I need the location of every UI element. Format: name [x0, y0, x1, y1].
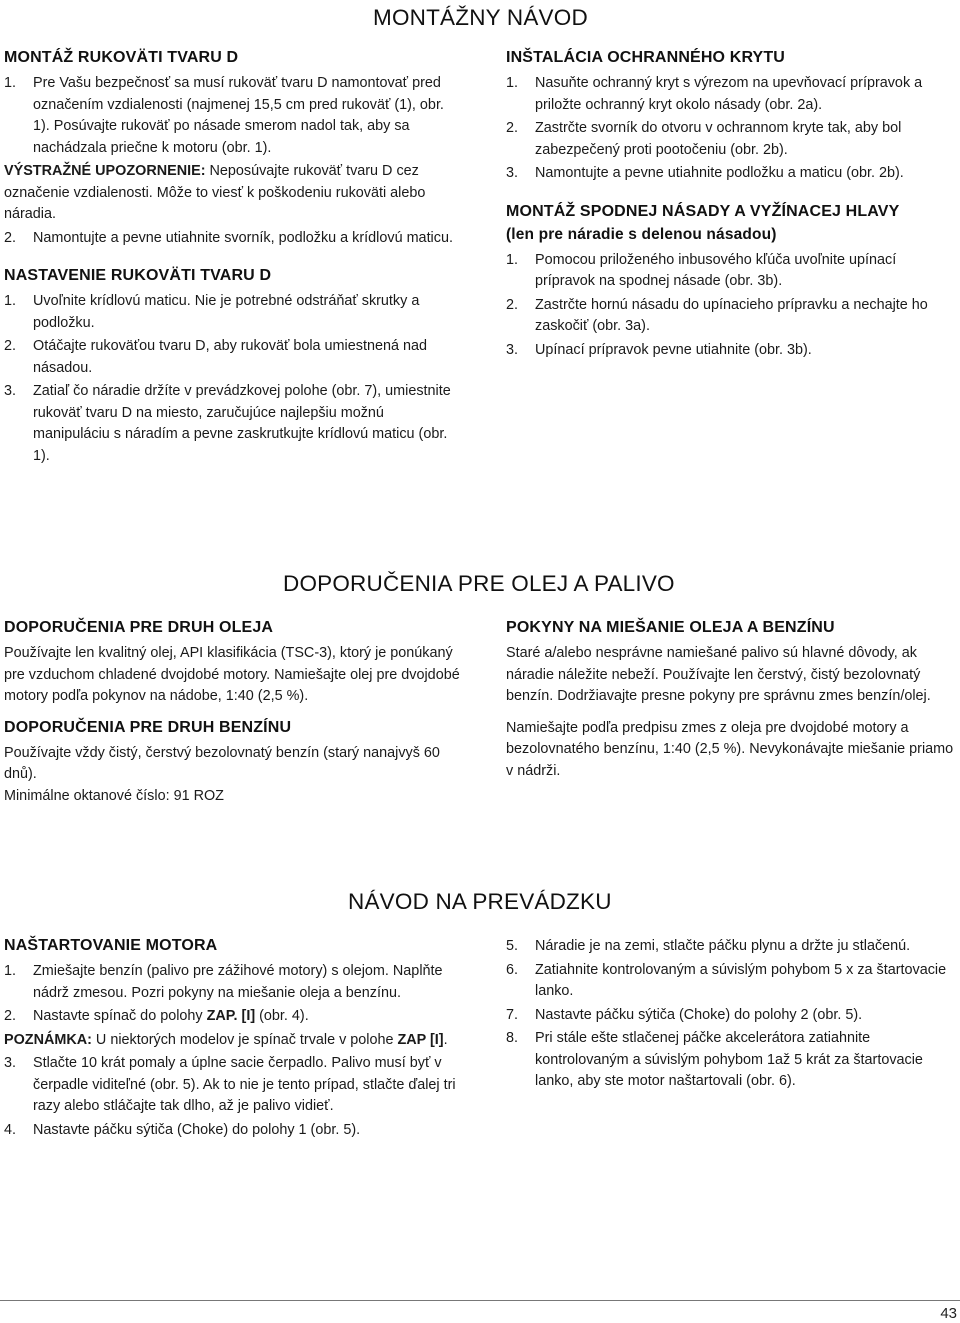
oil-fuel-title: DOPORUČENIA PRE OLEJ A PALIVO	[283, 571, 675, 596]
list-number: 3.	[4, 1055, 17, 1071]
engine-start-list-continued	[506, 936, 958, 1093]
dhandle-mount-heading: MONTÁŽ RUKOVÄTI TVARU D	[4, 49, 239, 66]
list-item	[506, 73, 958, 116]
warning-text: Neposúvajte rukoväť tvaru D cez označenie vzdialenosti. Môže to viesť k poškodeniu rukoväti alebo náradia.	[4, 163, 426, 222]
list-item	[506, 1028, 958, 1093]
guard-install-list	[506, 73, 958, 185]
list-number: 1.	[506, 251, 519, 268]
list-item	[506, 960, 958, 1003]
list-item	[506, 295, 958, 338]
mixing-heading: POKYNY NA MIEŠANIE OLEJA A BENZÍNU	[506, 619, 835, 636]
list-item	[506, 250, 958, 293]
list-number: 2.	[506, 120, 519, 136]
octane-text: Minimálne oktanové číslo: 91 ROZ	[4, 787, 224, 804]
list-number: 1.	[4, 963, 17, 979]
lower-shaft-heading: MONTÁŽ SPODNEJ NÁSADY A VYŽÍNACEJ HLAVY	[506, 202, 900, 220]
list-text: Zatiahnite kontrolovaným a súvislým pohybom 5 x za štartovacie lanko.	[535, 961, 947, 999]
list-number: 2.	[4, 1008, 17, 1024]
fuel-text: Používajte vždy čistý, čerstvý bezolovnatý benzín (starý nanajvyš 60 dnů).	[4, 744, 440, 782]
list-text: Pre Vašu bezpečnosť sa musí rukoväť tvaru D namontovať pred označením vzdialenosti (najmenej 15,5 cm pred rukoväť (1), obr. 1). Posúvajte rukoväť po násade smerom nadol tak, aby sa nachádzala priečne k motoru (obr. 1).	[33, 75, 444, 156]
list-number: 3.	[506, 341, 519, 358]
dhandle-adjust-list	[4, 291, 460, 467]
list-item	[506, 118, 958, 161]
switch-position-on-note: ZAP [I]	[397, 1031, 444, 1048]
list-text: Pri stále ešte stlačenej páčke akcelerátora zatiahnite kontrolovaným a súvislým pohybom 1až 5 krát za štartovacie lanko, aby ste motor naštartovali (obr. 6).	[535, 1030, 923, 1089]
list-number: 8.	[506, 1030, 519, 1046]
list-text: Pomocou priloženého inbusového kľúča uvoľnite upínací prípravok na spodnej násade (obr. 3b).	[535, 251, 897, 289]
operation-left-column	[4, 936, 460, 1143]
mixing-paragraph-1: Staré a/alebo nesprávne namiešané palivo sú hlavné dôvody, ak náradie náležite nebeží. Používajte len čerstvý, čistý bezolovnatý benzín. Dodržiavajte presne pokyny pre správnu zmes benzín/olej.	[506, 645, 931, 704]
assembly-left-column	[4, 48, 460, 469]
list-text: Zastrčte hornú násadu do upínacieho prípravku a nechajte ho zaskočiť (obr. 3a).	[535, 296, 928, 334]
list-number: 5.	[506, 938, 519, 954]
footer-rule	[0, 1300, 960, 1301]
list-item	[4, 961, 460, 1004]
oil-fuel-left-column	[4, 618, 460, 807]
warning-paragraph	[4, 161, 460, 226]
list-item	[4, 381, 460, 467]
list-number: 2.	[506, 296, 519, 313]
list-text: Zatiaľ čo náradie držíte v prevádzkovej polohe (obr. 7), umiestnite rukoväť tvaru D na miesto, zaručujúce najlepšiu možnú manipuláciu s náradím a pevne zaskrutkujte krídlovú maticu (obr. 1).	[33, 383, 451, 464]
list-text: Namontujte a pevne utiahnite svorník, podložku a krídlovú maticu.	[33, 229, 453, 246]
assembly-right-column	[506, 48, 958, 363]
list-item	[506, 163, 958, 185]
dhandle-adjust-heading: NASTAVENIE RUKOVÄTI TVARU D	[4, 267, 272, 284]
list-number: 3.	[4, 383, 17, 399]
list-text: Zastrčte svorník do otvoru v ochrannom kryte tak, aby bol zabezpečený proti pootočeniu (obr. 2b).	[535, 120, 902, 158]
fuel-heading: DOPORUČENIA PRE DRUH BENZÍNU	[4, 718, 292, 736]
list-number: 2.	[4, 229, 17, 246]
list-item	[4, 1120, 460, 1142]
list-number: 1.	[4, 293, 17, 309]
list-number: 2.	[4, 338, 17, 354]
list-text: Uvoľnite krídlovú maticu. Nie je potrebné odstráňať skrutky a podložku.	[33, 293, 420, 331]
mixing-paragraph-2: Namiešajte podľa predpisu zmes z oleja pre dvojdobé motory a bezolovnatého benzínu, 1:40 (2,5 %). Nevykonávajte miešanie priamo v nádrži.	[506, 719, 954, 779]
list-item	[4, 73, 460, 159]
list-item	[4, 1006, 460, 1028]
list-text: Otáčajte rukoväťou tvaru D, aby rukoväť bola umiestnená nad násadou.	[33, 338, 427, 376]
list-item	[506, 340, 958, 362]
operation-right-column	[506, 936, 958, 1095]
list-number: 3.	[506, 165, 519, 181]
page-title: MONTÁŽNY NÁVOD	[373, 5, 588, 30]
lower-shaft-list	[506, 250, 958, 362]
list-number: 6.	[506, 961, 519, 978]
list-item	[506, 1005, 958, 1027]
engine-start-heading: NAŠTARTOVANIE MOTORA	[4, 937, 218, 954]
list-item	[506, 936, 958, 958]
list-text: Stlačte 10 krát pomaly a úplne sacie čerpadlo. Palivo musí byť v čerpadle viditeľné (obr. 5). Ak to nie je tento prípad, stlačte ďalej tri razy alebo stláčajte tak dlho, až je palivo vidieť.	[33, 1055, 456, 1114]
list-text: Nasuňte ochranný kryt s výrezom na upevňovací prípravok a priložte ochranný kryt okolo násady (obr. 2a).	[535, 75, 923, 113]
list-text: Nastavte páčku sýtiča (Choke) do polohy 2 (obr. 5).	[535, 1006, 863, 1023]
oil-heading: DOPORUČENIA PRE DRUH OLEJA	[4, 619, 274, 636]
list-number: 1.	[506, 75, 519, 91]
list-item	[4, 228, 460, 250]
list-text: Nastavte spínač do polohy ZAP. [I] (obr. 4).	[33, 1008, 309, 1024]
list-item	[4, 291, 460, 334]
note-paragraph: POZNÁMKA: U niektorých modelov je spínač trvale v polohe ZAP [I].	[4, 1031, 448, 1048]
list-text: Upínací prípravok pevne utiahnite (obr. 3b).	[535, 341, 812, 358]
note-label: POZNÁMKA:	[4, 1031, 92, 1048]
list-number: 1.	[4, 75, 17, 91]
operation-title: NÁVOD NA PREVÁDZKU	[348, 889, 612, 914]
list-text: Zmiešajte benzín (palivo pre zážihové motory) s olejom. Naplňte nádrž zmesou. Pozri pokyny na miešanie oleja a benzínu.	[33, 963, 443, 1001]
list-text: Náradie je na zemi, stlačte páčku plynu a držte ju stlačenú.	[535, 938, 911, 954]
list-item	[4, 336, 460, 379]
list-number: 7.	[506, 1006, 519, 1023]
warning-label: VÝSTRAŽNÉ UPOZORNENIE:	[4, 163, 206, 179]
guard-install-heading: INŠTALÁCIA OCHRANNÉHO KRYTU	[506, 49, 786, 66]
oil-text: Používajte len kvalitný olej, API klasifikácia (TSC-3), ktorý je ponúkaný pre vzduchom chladené dvojdobé motory. Namiešajte olej pre dvojdobé motory podľa pokynov na nádobe, 1:40 (2,5 %).	[4, 645, 460, 704]
list-text: Nastavte páčku sýtiča (Choke) do polohy 1 (obr. 5).	[33, 1121, 361, 1138]
page-number: 43	[940, 1305, 957, 1322]
list-text: Namontujte a pevne utiahnite podložku a maticu (obr. 2b).	[535, 165, 904, 181]
list-number: 4.	[4, 1121, 17, 1138]
oil-fuel-right-column	[506, 618, 958, 782]
switch-position-on: ZAP. [I]	[206, 1008, 256, 1024]
list-item	[4, 1053, 460, 1118]
lower-shaft-subheading: (len pre náradie s delenou násadou)	[506, 225, 777, 243]
